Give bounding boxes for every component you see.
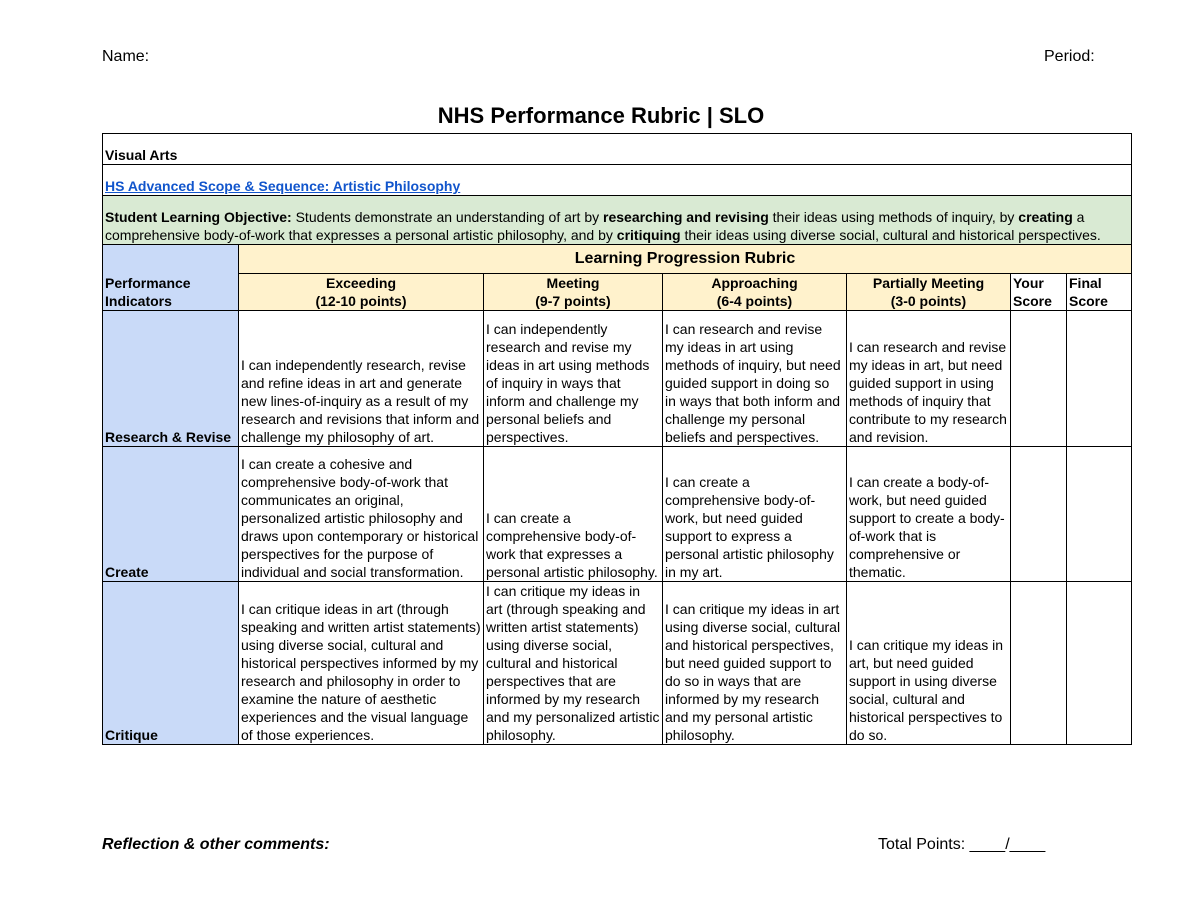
period-label: Period: bbox=[1044, 48, 1095, 65]
research-your-score[interactable] bbox=[1011, 311, 1067, 447]
rubric-row-create bbox=[103, 447, 1132, 582]
level-approaching: Approaching (6-4 points) bbox=[663, 274, 847, 311]
slo-text bbox=[103, 196, 1132, 245]
critique-partially-meeting: I can critique my ideas in art, but need guided support in using diverse social, cultural and historical perspectives to do so. bbox=[847, 582, 1011, 745]
rubric-table bbox=[102, 133, 1132, 745]
slo-emphasis: researching and revising bbox=[603, 209, 769, 225]
slo-label: Student Learning Objective: bbox=[105, 209, 292, 225]
slo-row bbox=[103, 196, 1132, 245]
subject-title: Visual Arts bbox=[103, 134, 1132, 165]
your-score-header: Your Score bbox=[1011, 274, 1067, 311]
subject-row bbox=[103, 134, 1132, 165]
level-exceeding: Exceeding (12-10 points) bbox=[239, 274, 484, 311]
critique-your-score[interactable] bbox=[1011, 582, 1067, 745]
scope-sequence-link[interactable]: HS Advanced Scope & Sequence: Artistic Philosophy bbox=[105, 178, 461, 194]
indicator-critique: Critique bbox=[103, 582, 239, 745]
research-exceeding: I can independently research, revise and refine ideas in art and generate new lines-of-inquiry as a result of my research and revisions that inform and challenge my philosophy of art. bbox=[239, 311, 484, 447]
level-meeting: Meeting (9-7 points) bbox=[484, 274, 663, 311]
research-meeting: I can independently research and revise my ideas in art using methods of inquiry in ways that inform and challenge my personal beliefs and perspectives. bbox=[484, 311, 663, 447]
critique-approaching: I can critique my ideas in art using diverse social, cultural and historical perspectives, but need guided support to do so in ways that are informed by my research and my personal artistic philosophy. bbox=[663, 582, 847, 745]
rubric-row-research-revise bbox=[103, 311, 1132, 447]
slo-text-part: a comprehensive body-of-work that expresses a personal artistic philosophy, and by bbox=[105, 209, 1085, 243]
slo-emphasis: critiquing bbox=[616, 227, 681, 243]
page-title: NHS Performance Rubric | SLO bbox=[437, 103, 765, 128]
research-partially-meeting: I can research and revise my ideas in art, but need guided support in using methods of inquiry that contribute to my research and revision. bbox=[847, 311, 1011, 447]
slo-emphasis: creating bbox=[1018, 209, 1073, 225]
research-approaching: I can research and revise my ideas in art using methods of inquiry, but need guided support in doing so in ways that both inform and challenge my personal beliefs and perspectives. bbox=[663, 311, 847, 447]
level-header-row bbox=[103, 274, 1132, 311]
progression-header-row bbox=[103, 245, 1132, 274]
slo-text-part: their ideas using diverse social, cultural and historical perspectives. bbox=[680, 227, 1101, 243]
create-partially-meeting: I can create a body-of-work, but need guided support to create a body-of-work that is comprehensive or thematic. bbox=[847, 447, 1011, 582]
indicator-create: Create bbox=[103, 447, 239, 582]
research-final-score[interactable] bbox=[1067, 311, 1132, 447]
create-final-score[interactable] bbox=[1067, 447, 1132, 582]
critique-final-score[interactable] bbox=[1067, 582, 1132, 745]
create-approaching: I can create a comprehensive body-of-work, but need guided support to express a personal artistic philosophy in my art. bbox=[663, 447, 847, 582]
critique-meeting: I can critique my ideas in art (through speaking and written artist statements) using diverse social, cultural and historical perspectives that are informed by my research and my personalized artistic philosophy. bbox=[484, 582, 663, 745]
critique-exceeding: I can critique ideas in art (through speaking and written artist statements) using diverse social, cultural and historical perspectives informed by my research and philosophy in order to examine the nature of aesthetic experiences and the visual language of those experiences. bbox=[239, 582, 484, 745]
rubric-row-critique bbox=[103, 582, 1132, 745]
reflection-label: Reflection & other comments: bbox=[102, 836, 330, 853]
create-exceeding: I can create a cohesive and comprehensive body-of-work that communicates an original, personalized artistic philosophy and draws upon contemporary or historical perspectives for the purpose of individual and social transformation. bbox=[239, 447, 484, 582]
create-your-score[interactable] bbox=[1011, 447, 1067, 582]
create-meeting: I can create a comprehensive body-of-work that expresses a personal artistic philosophy. bbox=[484, 447, 663, 582]
indicator-research-revise: Research & Revise bbox=[103, 311, 239, 447]
final-score-header: Final Score bbox=[1067, 274, 1132, 311]
total-points: Total Points: ____/____ bbox=[878, 836, 1046, 853]
learning-progression-title: Learning Progression Rubric bbox=[239, 245, 1132, 274]
slo-text-part: their ideas using methods of inquiry, by bbox=[768, 209, 1019, 225]
name-label: Name: bbox=[102, 48, 150, 65]
scope-row bbox=[103, 165, 1132, 196]
slo-text-part: Students demonstrate an understanding of art by bbox=[291, 209, 604, 225]
performance-indicators-header: Performance Indicators bbox=[103, 245, 239, 311]
level-partially-meeting: Partially Meeting (3-0 points) bbox=[847, 274, 1011, 311]
